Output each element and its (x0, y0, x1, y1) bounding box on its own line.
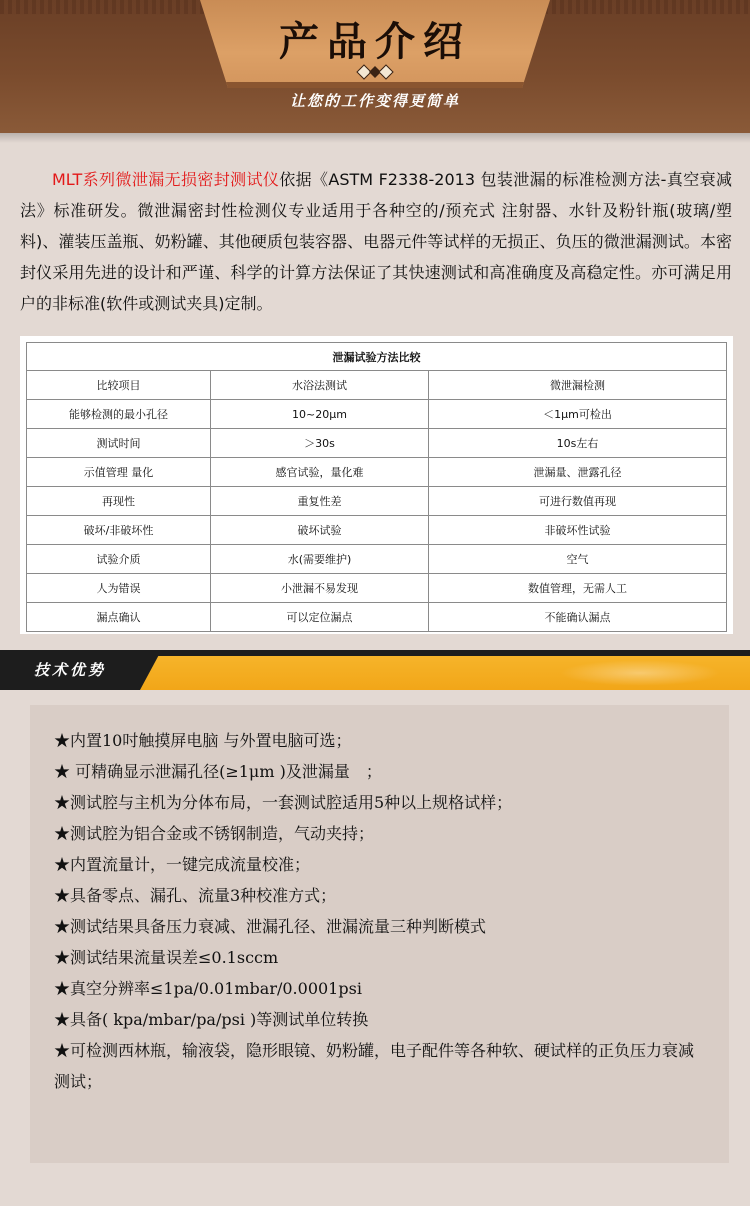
table-body (27, 371, 727, 632)
table-title: 泄漏试验方法比较 (27, 343, 727, 371)
advantage-item: ★具备( kpa/mbar/pa/psi )等测试单位转换 (54, 1010, 369, 1029)
advantages-label: 技术优势 (33, 661, 106, 679)
table-row (27, 516, 727, 545)
table-cell: 人为错误 (27, 574, 211, 603)
table-cell: 可以定位漏点 (211, 603, 429, 632)
table-row (27, 603, 727, 632)
intro-paragraph (20, 164, 732, 319)
table-cell: ＞30s (211, 429, 429, 458)
table-row (27, 429, 727, 458)
table-cell: 破坏试验 (211, 516, 429, 545)
table-row (27, 371, 727, 400)
advantages-list (54, 725, 709, 1097)
advantage-item: ★可检测西林瓶，输液袋，隐形眼镜、奶粉罐，电子配件等各种软、硬试样的正负压力衰减测试； (54, 1041, 695, 1091)
table-cell: 试验介质 (27, 545, 211, 574)
diamond-ornament-icon (352, 64, 398, 80)
advantage-item: ★测试腔为铝合金或不锈钢制造，气动夹持； (54, 824, 375, 843)
table-cell: 水浴法测试 (211, 371, 429, 400)
advantage-item: ★具备零点、漏孔、流量3种校准方式； (54, 886, 337, 905)
table-cell: 能够检测的最小孔径 (27, 400, 211, 429)
advantage-item: ★测试结果具备压力衰减、泄漏孔径、泄漏流量三种判断模式 (54, 917, 487, 936)
advantage-item: ★测试结果流量误差≤0.1sccm (54, 948, 279, 967)
intro-text: 依据《ASTM F2338-2013 包装泄漏的标准检测方法-真空衰减法》标准研发。微泄漏密封性检测仪专业适用于各种空的/预充式 注射器、水针及粉针瓶(玻璃/塑料)、灌装压盖瓶、奶粉罐、其他硬质包装容器、电器元件等试样的无损正、负压的微泄漏测试。本密封仪采用先进的设计和严谨、科学的计算方法保证了其快速测试和高准确度及高稳定性。亦可满足用户的非标准(软件或测试夹具)定制。 (20, 170, 732, 313)
table-cell: 不能确认漏点 (429, 603, 727, 632)
table-cell: 10s左右 (429, 429, 727, 458)
header-shadow (0, 133, 750, 143)
advantage-item: ★ 可精确显示泄漏孔径(≥1μm )及泄漏量 ； (54, 762, 382, 781)
table-cell: 感官试验，量化难 (211, 458, 429, 487)
table-cell: 测试时间 (27, 429, 211, 458)
comparison-table (26, 342, 727, 632)
table-cell: 比较项目 (27, 371, 211, 400)
advantage-item: ★内置流量计，一键完成流量校准； (54, 855, 311, 874)
header-subtitle: 让您的工作变得更简单 (289, 92, 460, 110)
advantage-item: ★测试腔与主机为分体布局，一套测试腔适用5种以上规格试样； (54, 793, 513, 812)
table-row (27, 545, 727, 574)
table-cell: 漏点确认 (27, 603, 211, 632)
table-cell: 非破坏性试验 (429, 516, 727, 545)
table-cell: 再现性 (27, 487, 211, 516)
table-cell: 水(需要维护) (211, 545, 429, 574)
table-cell: ＜1μm可检出 (429, 400, 727, 429)
table-cell: 空气 (429, 545, 727, 574)
table-cell: 重复性差 (211, 487, 429, 516)
table-cell: 小泄漏不易发现 (211, 574, 429, 603)
table-cell: 示值管理 量化 (27, 458, 211, 487)
advantage-item: ★内置10吋触摸屏电脑 与外置电脑可选； (54, 731, 352, 750)
table-row (27, 400, 727, 429)
table-cell: 数值管理，无需人工 (429, 574, 727, 603)
advantages-banner-shine (560, 660, 720, 686)
table-cell: 可进行数值再现 (429, 487, 727, 516)
table-cell: 微泄漏检测 (429, 371, 727, 400)
page-title: 产品介绍 (279, 18, 471, 65)
comparison-table-panel (20, 336, 733, 634)
table-row (27, 574, 727, 603)
advantages-box (30, 705, 729, 1163)
table-cell: 泄漏量、泄露孔径 (429, 458, 727, 487)
product-name: MLT系列微泄漏无损密封测试仪 (52, 170, 280, 189)
table-row (27, 458, 727, 487)
table-cell: 破坏/非破坏性 (27, 516, 211, 545)
advantage-item: ★真空分辨率≤1pa/0.01mbar/0.0001psi (54, 979, 362, 998)
table-row (27, 487, 727, 516)
table-cell: 10~20μm (211, 400, 429, 429)
